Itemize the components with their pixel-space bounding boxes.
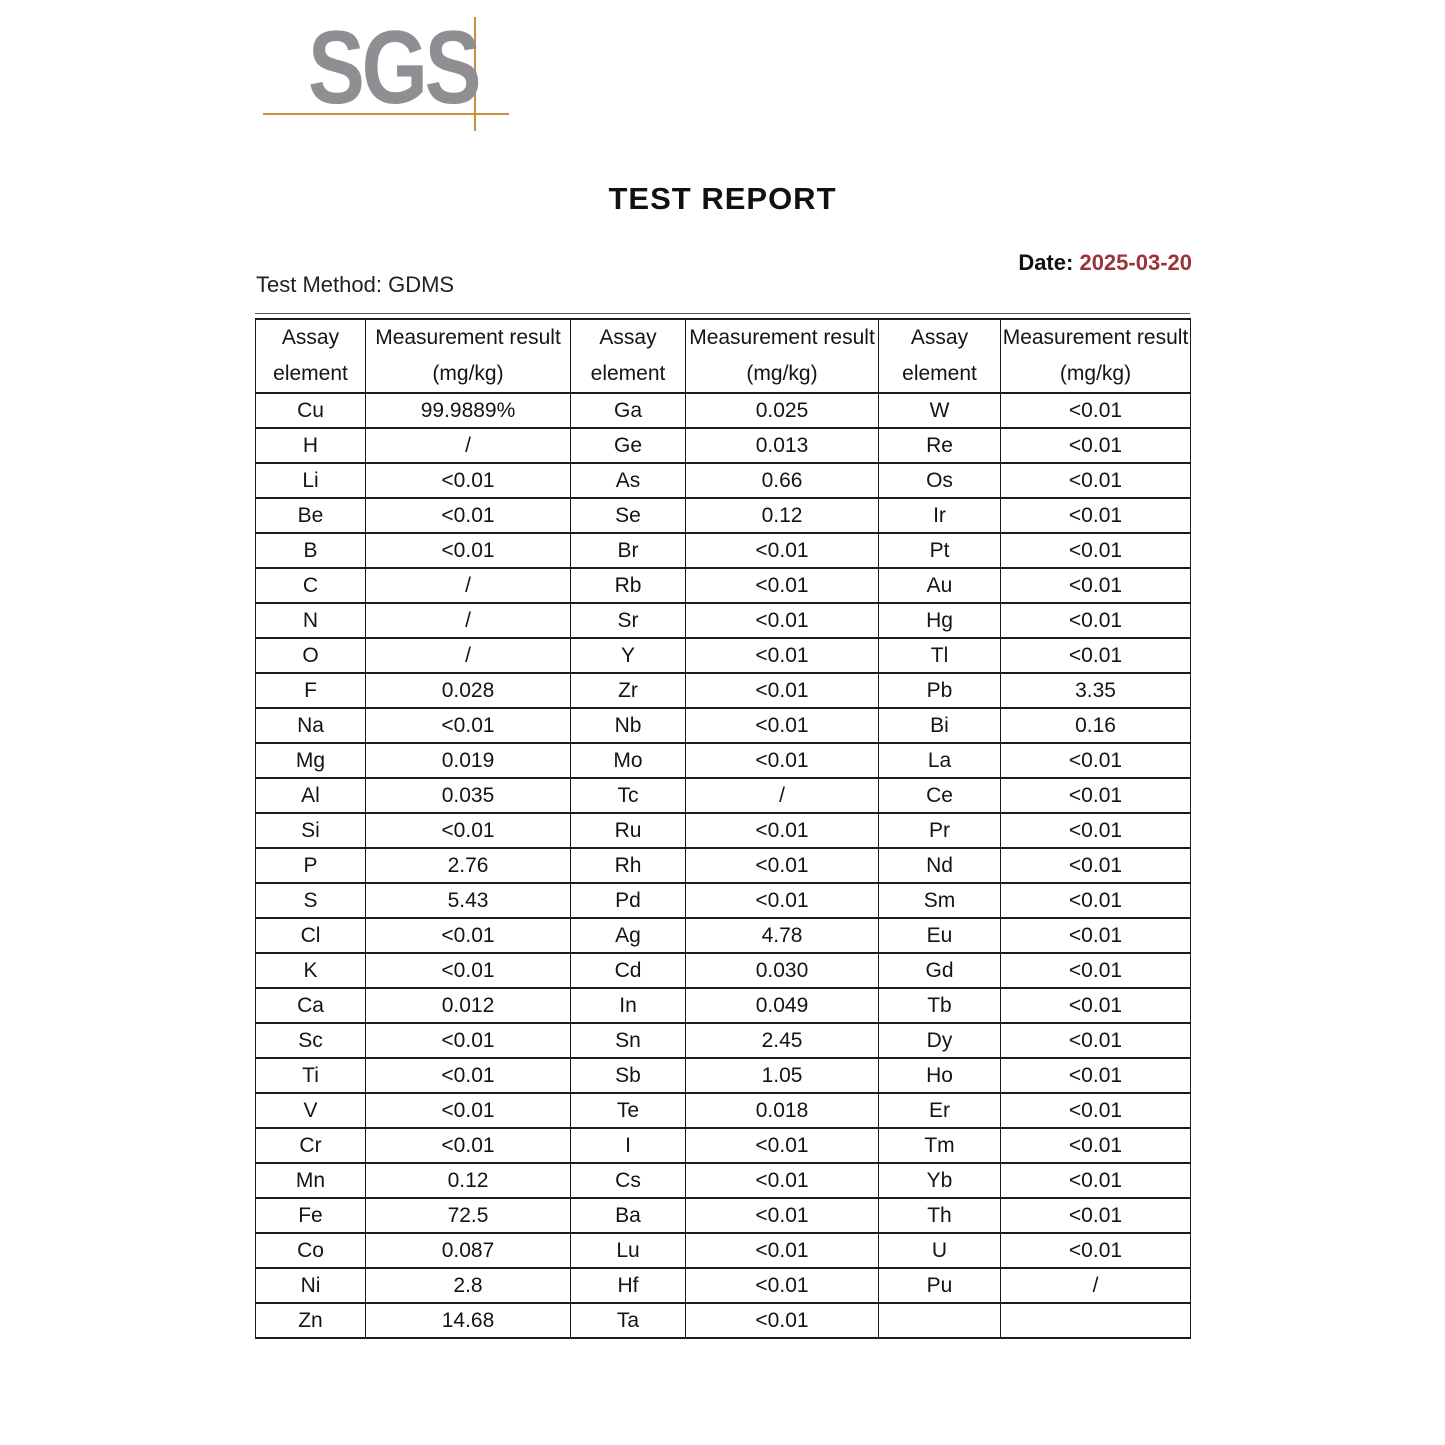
assay-element-cell: Pu — [879, 1268, 1001, 1303]
measurement-result-cell: <0.01 — [686, 743, 879, 778]
measurement-result-cell: 0.16 — [1001, 708, 1191, 743]
measurement-result-cell: <0.01 — [686, 1268, 879, 1303]
assay-element-cell: Hg — [879, 603, 1001, 638]
table-row — [256, 813, 1191, 848]
measurement-result-cell: / — [686, 778, 879, 813]
measurement-result-cell: <0.01 — [686, 638, 879, 673]
assay-element-cell: Ba — [571, 1198, 686, 1233]
measurement-result-cell: 99.9889% — [366, 393, 571, 428]
measurement-result-cell — [1001, 1303, 1191, 1338]
assay-element-cell: Ho — [879, 1058, 1001, 1093]
table-row — [256, 918, 1191, 953]
measurement-result-cell: 14.68 — [366, 1303, 571, 1338]
measurement-result-cell: <0.01 — [366, 1058, 571, 1093]
measurement-result-cell: <0.01 — [1001, 1198, 1191, 1233]
assay-element-cell: Al — [256, 778, 366, 813]
assay-element-cell: Ag — [571, 918, 686, 953]
measurement-result-cell: 1.05 — [686, 1058, 879, 1093]
assay-element-cell: Cr — [256, 1128, 366, 1163]
measurement-result-cell: <0.01 — [1001, 533, 1191, 568]
table-row — [256, 1058, 1191, 1093]
assay-element-cell: Pt — [879, 533, 1001, 568]
measurement-result-cell: <0.01 — [1001, 393, 1191, 428]
assay-element-cell: Sm — [879, 883, 1001, 918]
header-assay-element-3: Assay element — [879, 319, 1001, 393]
assay-element-cell: Cd — [571, 953, 686, 988]
measurement-result-cell: <0.01 — [366, 953, 571, 988]
assay-element-cell: Ir — [879, 498, 1001, 533]
table-row — [256, 638, 1191, 673]
assay-element-cell: Au — [879, 568, 1001, 603]
assay-element-cell: Ti — [256, 1058, 366, 1093]
assay-element-cell: Eu — [879, 918, 1001, 953]
assay-element-cell: Dy — [879, 1023, 1001, 1058]
measurement-result-cell: <0.01 — [1001, 498, 1191, 533]
table-row — [256, 498, 1191, 533]
measurement-result-cell: <0.01 — [1001, 988, 1191, 1023]
table-row — [256, 883, 1191, 918]
assay-element-cell: Na — [256, 708, 366, 743]
assay-element-cell: Li — [256, 463, 366, 498]
measurement-result-cell: <0.01 — [686, 1128, 879, 1163]
assay-element-cell: Mn — [256, 1163, 366, 1198]
measurement-result-cell: <0.01 — [1001, 918, 1191, 953]
measurement-result-cell: 5.43 — [366, 883, 571, 918]
assay-element-cell: Sr — [571, 603, 686, 638]
measurement-result-cell: <0.01 — [1001, 1233, 1191, 1268]
assay-element-cell: I — [571, 1128, 686, 1163]
assay-element-cell: Mg — [256, 743, 366, 778]
assay-element-cell: La — [879, 743, 1001, 778]
table-row — [256, 568, 1191, 603]
results-table-body — [256, 393, 1191, 1338]
assay-element-cell: Sc — [256, 1023, 366, 1058]
assay-element-cell: Tc — [571, 778, 686, 813]
assay-element-cell: Rb — [571, 568, 686, 603]
measurement-result-cell: <0.01 — [686, 568, 879, 603]
assay-element-cell: F — [256, 673, 366, 708]
measurement-result-cell: <0.01 — [366, 1093, 571, 1128]
assay-element-cell: Br — [571, 533, 686, 568]
measurement-result-cell: <0.01 — [1001, 568, 1191, 603]
assay-element-cell: Tb — [879, 988, 1001, 1023]
measurement-result-cell: 4.78 — [686, 918, 879, 953]
page-title: TEST REPORT — [608, 181, 837, 216]
measurement-result-cell: 0.019 — [366, 743, 571, 778]
table-row — [256, 1093, 1191, 1128]
assay-element-cell: V — [256, 1093, 366, 1128]
table-row — [256, 463, 1191, 498]
measurement-result-cell: <0.01 — [1001, 953, 1191, 988]
assay-element-cell: Pd — [571, 883, 686, 918]
assay-element-cell: N — [256, 603, 366, 638]
measurement-result-cell: <0.01 — [366, 1023, 571, 1058]
measurement-result-cell: 0.018 — [686, 1093, 879, 1128]
assay-element-cell: Re — [879, 428, 1001, 463]
table-row — [256, 1198, 1191, 1233]
table-row — [256, 603, 1191, 638]
table-row — [256, 708, 1191, 743]
table-row — [256, 1268, 1191, 1303]
table-row — [256, 988, 1191, 1023]
assay-element-cell: Nd — [879, 848, 1001, 883]
table-row — [256, 848, 1191, 883]
measurement-result-cell: <0.01 — [366, 498, 571, 533]
header-assay-element-2: Assay element — [571, 319, 686, 393]
table-row — [256, 1233, 1191, 1268]
measurement-result-cell: / — [366, 638, 571, 673]
assay-element-cell: Sb — [571, 1058, 686, 1093]
measurement-result-cell: 0.087 — [366, 1233, 571, 1268]
assay-element-cell: In — [571, 988, 686, 1023]
measurement-result-cell: 72.5 — [366, 1198, 571, 1233]
assay-element-cell: Sn — [571, 1023, 686, 1058]
assay-element-cell: O — [256, 638, 366, 673]
assay-element-cell — [879, 1303, 1001, 1338]
assay-element-cell: Zr — [571, 673, 686, 708]
table-row — [256, 778, 1191, 813]
measurement-result-cell: / — [366, 603, 571, 638]
measurement-result-cell: <0.01 — [1001, 1023, 1191, 1058]
assay-element-cell: Lu — [571, 1233, 686, 1268]
assay-element-cell: Th — [879, 1198, 1001, 1233]
measurement-result-cell: 0.035 — [366, 778, 571, 813]
measurement-result-cell: <0.01 — [366, 463, 571, 498]
table-row — [256, 393, 1191, 428]
assay-element-cell: K — [256, 953, 366, 988]
measurement-result-cell: 2.8 — [366, 1268, 571, 1303]
assay-element-cell: Bi — [879, 708, 1001, 743]
measurement-result-cell: <0.01 — [1001, 743, 1191, 778]
date-label: Date: — [1018, 250, 1074, 275]
assay-element-cell: C — [256, 568, 366, 603]
measurement-result-cell: <0.01 — [686, 708, 879, 743]
sgs-logo-text: SGS — [308, 10, 479, 126]
measurement-result-cell: <0.01 — [1001, 1128, 1191, 1163]
assay-element-cell: Rh — [571, 848, 686, 883]
assay-element-cell: Pb — [879, 673, 1001, 708]
measurement-result-cell: <0.01 — [366, 533, 571, 568]
assay-element-cell: Os — [879, 463, 1001, 498]
assay-element-cell: Ni — [256, 1268, 366, 1303]
measurement-result-cell: <0.01 — [366, 1128, 571, 1163]
measurement-result-cell: <0.01 — [366, 918, 571, 953]
assay-element-cell: W — [879, 393, 1001, 428]
assay-element-cell: S — [256, 883, 366, 918]
measurement-result-cell: <0.01 — [1001, 883, 1191, 918]
measurement-result-cell: <0.01 — [686, 1303, 879, 1338]
test-method-value: GDMS — [388, 272, 455, 297]
table-row — [256, 1128, 1191, 1163]
assay-element-cell: P — [256, 848, 366, 883]
assay-element-cell: Ce — [879, 778, 1001, 813]
assay-element-cell: Ru — [571, 813, 686, 848]
assay-element-cell: Co — [256, 1233, 366, 1268]
table-header-row — [256, 319, 1191, 393]
assay-element-cell: H — [256, 428, 366, 463]
assay-element-cell: Tm — [879, 1128, 1001, 1163]
assay-element-cell: Ta — [571, 1303, 686, 1338]
measurement-result-cell: <0.01 — [366, 708, 571, 743]
assay-element-cell: Cs — [571, 1163, 686, 1198]
assay-element-cell: Gd — [879, 953, 1001, 988]
header-measurement-result-2: Measurement result (mg/kg) — [686, 319, 879, 393]
table-row — [256, 1163, 1191, 1198]
table-row — [256, 953, 1191, 988]
measurement-result-cell: <0.01 — [686, 673, 879, 708]
assay-element-cell: Te — [571, 1093, 686, 1128]
measurement-result-cell: 0.028 — [366, 673, 571, 708]
measurement-result-cell: / — [366, 428, 571, 463]
header-measurement-result-3: Measurement result (mg/kg) — [1001, 319, 1191, 393]
assay-element-cell: B — [256, 533, 366, 568]
measurement-result-cell: <0.01 — [1001, 1058, 1191, 1093]
measurement-result-cell: 0.013 — [686, 428, 879, 463]
measurement-result-cell: / — [1001, 1268, 1191, 1303]
measurement-result-cell: <0.01 — [686, 883, 879, 918]
measurement-result-cell: 2.76 — [366, 848, 571, 883]
measurement-result-cell: <0.01 — [686, 533, 879, 568]
measurement-result-cell: 0.12 — [366, 1163, 571, 1198]
measurement-result-cell: 0.66 — [686, 463, 879, 498]
measurement-result-cell: <0.01 — [1001, 1093, 1191, 1128]
assay-element-cell: Nb — [571, 708, 686, 743]
assay-element-cell: Cl — [256, 918, 366, 953]
measurement-result-cell: <0.01 — [686, 848, 879, 883]
measurement-result-cell: <0.01 — [1001, 638, 1191, 673]
table-row — [256, 533, 1191, 568]
assay-element-cell: Hf — [571, 1268, 686, 1303]
measurement-result-cell: 0.049 — [686, 988, 879, 1023]
measurement-result-cell: <0.01 — [1001, 463, 1191, 498]
assay-element-cell: Tl — [879, 638, 1001, 673]
measurement-result-cell: <0.01 — [686, 1163, 879, 1198]
measurement-result-cell: <0.01 — [1001, 603, 1191, 638]
table-row — [256, 428, 1191, 463]
assay-element-cell: Be — [256, 498, 366, 533]
assay-element-cell: Y — [571, 638, 686, 673]
measurement-result-cell: <0.01 — [1001, 428, 1191, 463]
assay-element-cell: Cu — [256, 393, 366, 428]
table-row — [256, 1303, 1191, 1338]
measurement-result-cell: <0.01 — [686, 603, 879, 638]
assay-element-cell: Ca — [256, 988, 366, 1023]
measurement-result-cell: 0.012 — [366, 988, 571, 1023]
test-method-label: Test Method: — [256, 272, 382, 297]
results-table — [255, 318, 1191, 1339]
assay-element-cell: U — [879, 1233, 1001, 1268]
measurement-result-cell: <0.01 — [1001, 1163, 1191, 1198]
measurement-result-cell: <0.01 — [1001, 848, 1191, 883]
header-assay-element-1: Assay element — [256, 319, 366, 393]
test-method-line — [256, 272, 454, 298]
date-line — [1018, 250, 1192, 276]
assay-element-cell: Yb — [879, 1163, 1001, 1198]
assay-element-cell: Se — [571, 498, 686, 533]
measurement-result-cell: 3.35 — [1001, 673, 1191, 708]
assay-element-cell: Pr — [879, 813, 1001, 848]
assay-element-cell: Mo — [571, 743, 686, 778]
measurement-result-cell: 0.025 — [686, 393, 879, 428]
assay-element-cell: Ga — [571, 393, 686, 428]
sgs-logo — [0, 0, 560, 160]
measurement-result-cell: <0.01 — [366, 813, 571, 848]
measurement-result-cell: <0.01 — [1001, 778, 1191, 813]
measurement-result-cell: 2.45 — [686, 1023, 879, 1058]
measurement-result-cell: <0.01 — [686, 813, 879, 848]
measurement-result-cell: 0.030 — [686, 953, 879, 988]
assay-element-cell: Er — [879, 1093, 1001, 1128]
date-value: 2025-03-20 — [1079, 250, 1192, 275]
table-row — [256, 1023, 1191, 1058]
measurement-result-cell: <0.01 — [1001, 813, 1191, 848]
measurement-result-cell: <0.01 — [686, 1233, 879, 1268]
measurement-result-cell: 0.12 — [686, 498, 879, 533]
assay-element-cell: Si — [256, 813, 366, 848]
measurement-result-cell: / — [366, 568, 571, 603]
header-measurement-result-1: Measurement result (mg/kg) — [366, 319, 571, 393]
table-top-rule — [255, 313, 1190, 314]
assay-element-cell: Ge — [571, 428, 686, 463]
assay-element-cell: Fe — [256, 1198, 366, 1233]
measurement-result-cell: <0.01 — [686, 1198, 879, 1233]
table-row — [256, 743, 1191, 778]
table-row — [256, 673, 1191, 708]
assay-element-cell: Zn — [256, 1303, 366, 1338]
assay-element-cell: As — [571, 463, 686, 498]
